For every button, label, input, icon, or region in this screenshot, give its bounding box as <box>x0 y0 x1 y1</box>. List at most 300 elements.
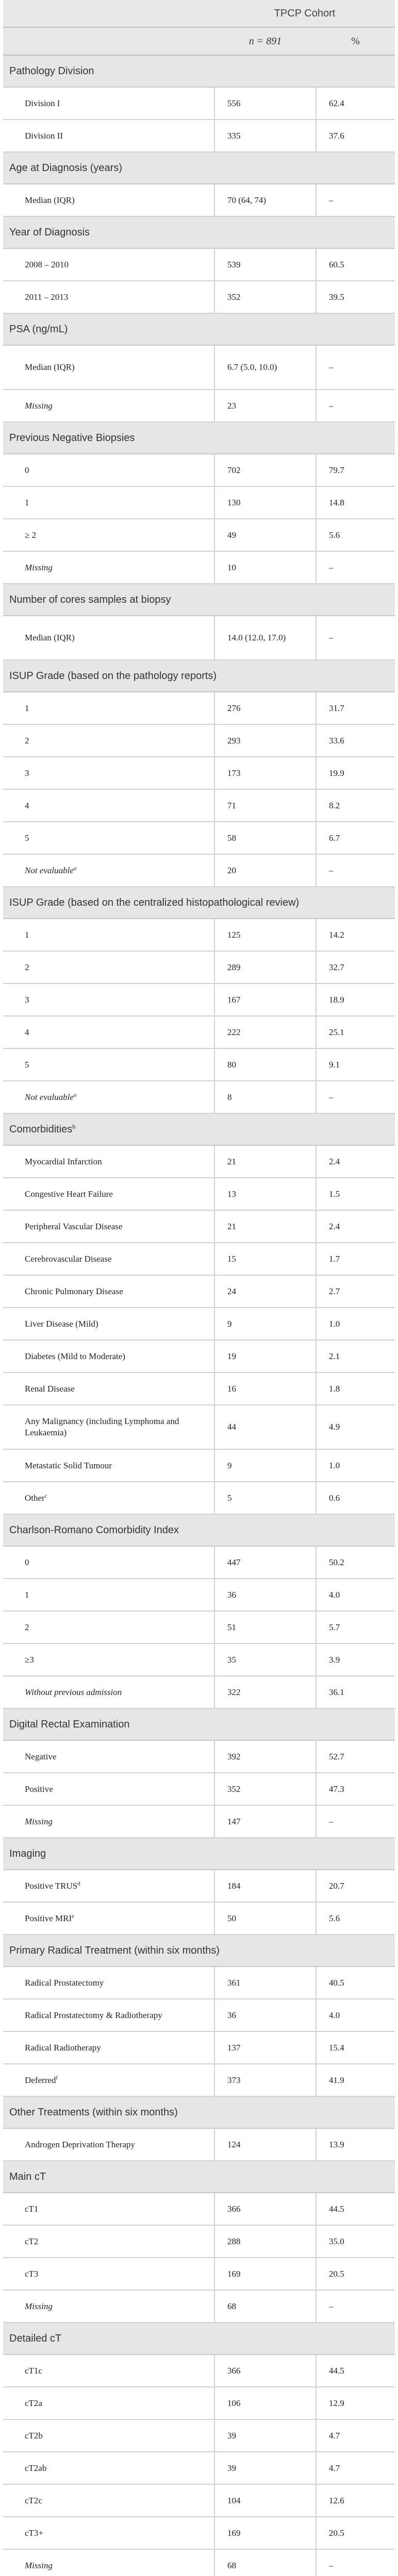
section-title <box>3 313 395 345</box>
table-row <box>3 951 395 984</box>
row-percent: 15.4 <box>316 2031 395 2064</box>
footnote-marker: a <box>73 865 77 871</box>
row-label-cell <box>3 2549 214 2576</box>
row-percent: 12.6 <box>316 2484 395 2517</box>
row-percent: 4.0 <box>316 1579 395 1611</box>
row-count: 106 <box>214 2387 316 2419</box>
characteristics-table <box>3 0 395 2576</box>
row-percent: 5.6 <box>316 1902 395 1935</box>
section-header-row <box>3 1514 395 1546</box>
row-label: 4 <box>25 1027 29 1037</box>
table-row <box>3 87 395 120</box>
row-label: Division I <box>25 98 60 108</box>
row-label-cell <box>3 184 214 216</box>
section-title-text: Digital Rectal Examination <box>9 1719 130 1730</box>
table-row <box>3 2517 395 2549</box>
table-row <box>3 1308 395 1340</box>
row-percent: 62.4 <box>316 87 395 120</box>
section-title-text: Other Treatments (within six months) <box>9 2107 178 2118</box>
table-row <box>3 454 395 486</box>
row-label-cell <box>3 2258 214 2290</box>
row-count: 80 <box>214 1048 316 1081</box>
section-header-row <box>3 887 395 919</box>
row-count: 8 <box>214 1081 316 1113</box>
row-label-cell <box>3 854 214 887</box>
row-label-cell <box>3 1308 214 1340</box>
header-row-cohort <box>3 0 395 27</box>
row-count: 21 <box>214 1210 316 1243</box>
row-label: Other <box>25 1493 45 1503</box>
row-label: Median (IQR) <box>25 362 75 372</box>
row-percent: 3.9 <box>316 1643 395 1676</box>
table-row <box>3 2419 395 2452</box>
table-row <box>3 1676 395 1708</box>
footnote-marker: c <box>44 1492 47 1499</box>
row-label: cT1 <box>25 2204 39 2214</box>
row-count: 24 <box>214 1275 316 1308</box>
section-title <box>3 584 395 616</box>
row-label: Not evaluable <box>25 1092 74 1102</box>
row-label-cell <box>3 984 214 1016</box>
row-count: 9 <box>214 1449 316 1482</box>
row-label: Missing <box>25 2301 53 2311</box>
row-label-cell <box>3 87 214 120</box>
row-percent: 8.2 <box>316 789 395 822</box>
row-label-cell <box>3 724 214 757</box>
row-label: Chronic Pulmonary Disease <box>25 1286 123 1296</box>
section-header-row <box>3 1113 395 1145</box>
row-label: Positive MRI <box>25 1913 72 1923</box>
row-count: 5 <box>214 1482 316 1514</box>
row-label-cell <box>3 389 214 422</box>
row-percent: 6.7 <box>316 822 395 854</box>
row-count: 373 <box>214 2064 316 2096</box>
row-label-cell <box>3 2193 214 2225</box>
table-row <box>3 1611 395 1643</box>
section-header-row <box>3 2323 395 2354</box>
footnote-marker: f <box>56 2074 58 2081</box>
row-count: 39 <box>214 2452 316 2484</box>
row-count: 36 <box>214 1579 316 1611</box>
row-percent: 50.2 <box>316 1546 395 1579</box>
section-title <box>3 1838 395 1870</box>
row-count: 539 <box>214 248 316 281</box>
table-row <box>3 919 395 951</box>
section-title-text: ISUP Grade (based on the centralized histopathological review) <box>9 897 300 908</box>
row-label: Radical Prostatectomy <box>25 1977 104 1988</box>
section-header-row <box>3 55 395 87</box>
row-count: 392 <box>214 1740 316 1773</box>
row-count: 49 <box>214 519 316 551</box>
row-label-cell <box>3 1048 214 1081</box>
row-percent: 0.6 <box>316 1482 395 1514</box>
row-count: 23 <box>214 389 316 422</box>
row-label: Cerebrovascular Disease <box>25 1253 112 1264</box>
row-label: Division II <box>25 130 63 141</box>
row-label-cell <box>3 1081 214 1113</box>
row-count: 20 <box>214 854 316 887</box>
table-row <box>3 822 395 854</box>
row-percent: – <box>316 184 395 216</box>
row-label: Congestive Heart Failure <box>25 1189 113 1199</box>
row-label-cell <box>3 822 214 854</box>
table-row <box>3 2290 395 2323</box>
row-label-cell <box>3 551 214 584</box>
table-row <box>3 1902 395 1935</box>
row-count: 50 <box>214 1902 316 1935</box>
row-label: cT1c <box>25 2365 42 2376</box>
row-percent: 52.7 <box>316 1740 395 1773</box>
row-percent: 33.6 <box>316 724 395 757</box>
row-label: cT3+ <box>25 2528 44 2538</box>
section-title-text: Main cT <box>9 2171 46 2182</box>
row-count: 289 <box>214 951 316 984</box>
row-label: ≥3 <box>25 1654 34 1665</box>
table-row <box>3 1870 395 1902</box>
row-count: 21 <box>214 1145 316 1178</box>
row-label: cT3 <box>25 2268 39 2279</box>
row-label-cell <box>3 1676 214 1708</box>
row-label: Radical Radiotherapy <box>25 2042 101 2053</box>
row-percent: 14.8 <box>316 486 395 519</box>
row-label: 5 <box>25 833 29 843</box>
row-label: 2008 – 2010 <box>25 259 69 269</box>
row-percent: 20.5 <box>316 2517 395 2549</box>
row-label: Renal Disease <box>25 1383 75 1394</box>
row-label: Radical Prostatectomy & Radiotherapy <box>25 2010 162 2020</box>
row-count: 361 <box>214 1967 316 1999</box>
table-row <box>3 2064 395 2096</box>
row-percent: 60.5 <box>316 248 395 281</box>
table-row <box>3 519 395 551</box>
n-column-header: n = 891 <box>214 27 316 55</box>
row-label-cell <box>3 345 214 389</box>
table-row <box>3 1740 395 1773</box>
table-row <box>3 1275 395 1308</box>
row-percent: 44.5 <box>316 2193 395 2225</box>
row-label: Diabetes (Mild to Moderate) <box>25 1351 125 1361</box>
row-label-cell <box>3 1870 214 1902</box>
row-label: 3 <box>25 768 29 778</box>
row-percent: 1.5 <box>316 1178 395 1210</box>
row-label-cell <box>3 2517 214 2549</box>
row-label-cell <box>3 2128 214 2161</box>
row-label-cell <box>3 1579 214 1611</box>
table-row <box>3 551 395 584</box>
section-title <box>3 1708 395 1740</box>
table-row <box>3 1999 395 2031</box>
row-count: 335 <box>214 120 316 152</box>
row-label-cell <box>3 1145 214 1178</box>
row-label-cell <box>3 757 214 789</box>
section-title <box>3 1935 395 1967</box>
row-percent: 25.1 <box>316 1016 395 1048</box>
row-percent: 44.5 <box>316 2354 395 2387</box>
table-row <box>3 1145 395 1178</box>
row-label: Any Malignancy (including Lymphoma and Leukaemia) <box>25 1416 179 1437</box>
row-count: 35 <box>214 1643 316 1676</box>
row-label-cell <box>3 692 214 724</box>
section-title-text: Detailed cT <box>9 2333 62 2344</box>
section-title-text: Year of Diagnosis <box>9 227 90 238</box>
row-percent: 4.0 <box>316 1999 395 2031</box>
row-label: cT2ab <box>25 2463 47 2473</box>
table-row <box>3 2128 395 2161</box>
section-title <box>3 152 395 184</box>
row-label: 2 <box>25 735 29 745</box>
row-label: Median (IQR) <box>25 633 75 642</box>
row-label: Missing <box>25 1816 53 1826</box>
row-label: Median (IQR) <box>25 195 75 205</box>
row-count: 167 <box>214 984 316 1016</box>
table-row <box>3 1243 395 1275</box>
table-row <box>3 1048 395 1081</box>
row-label-cell <box>3 1482 214 1514</box>
row-count: 556 <box>214 87 316 120</box>
table-row <box>3 345 395 389</box>
row-percent: – <box>316 1081 395 1113</box>
row-label: 1 <box>25 703 29 713</box>
row-label-cell <box>3 1999 214 2031</box>
section-title-text: Primary Radical Treatment (within six months) <box>9 1945 220 1956</box>
row-percent: 4.7 <box>316 2452 395 2484</box>
table-row <box>3 1643 395 1676</box>
footnote-marker: d <box>77 1880 80 1887</box>
row-percent: 18.9 <box>316 984 395 1016</box>
section-title <box>3 55 395 87</box>
header-blank-cell <box>3 0 214 27</box>
row-count: 70 (64, 74) <box>214 184 316 216</box>
row-label: cT2a <box>25 2398 42 2408</box>
row-percent: 79.7 <box>316 454 395 486</box>
section-header-row <box>3 422 395 454</box>
row-label: 2011 – 2013 <box>25 292 69 302</box>
table-row <box>3 184 395 216</box>
table-row <box>3 2387 395 2419</box>
row-label-cell <box>3 1611 214 1643</box>
row-percent: 35.0 <box>316 2225 395 2258</box>
row-count: 104 <box>214 2484 316 2517</box>
row-percent: – <box>316 616 395 660</box>
section-title <box>3 422 395 454</box>
row-label-cell <box>3 486 214 519</box>
row-count: 14.0 (12.0, 17.0) <box>214 616 316 660</box>
row-percent: – <box>316 389 395 422</box>
row-label-cell <box>3 1643 214 1676</box>
section-header-row <box>3 2096 395 2128</box>
row-percent: – <box>316 854 395 887</box>
row-label: 5 <box>25 1059 29 1070</box>
footnote-marker: a <box>73 1091 77 1098</box>
row-count: 352 <box>214 281 316 313</box>
row-label-cell <box>3 2290 214 2323</box>
row-label-cell <box>3 2484 214 2517</box>
table-row <box>3 1178 395 1210</box>
row-percent: 36.1 <box>316 1676 395 1708</box>
section-header-row <box>3 584 395 616</box>
table-row <box>3 1405 395 1449</box>
pct-column-header: % <box>316 27 395 55</box>
row-count: 58 <box>214 822 316 854</box>
row-label-cell <box>3 1773 214 1805</box>
row-percent: 1.0 <box>316 1308 395 1340</box>
section-title <box>3 2096 395 2128</box>
section-title-text: ISUP Grade (based on the pathology reports) <box>9 670 217 682</box>
row-label: 3 <box>25 994 29 1005</box>
row-label: ≥ 2 <box>25 530 37 540</box>
row-label-cell <box>3 120 214 152</box>
row-count: 124 <box>214 2128 316 2161</box>
row-label-cell <box>3 1178 214 1210</box>
row-label: cT2b <box>25 2430 43 2441</box>
table-row <box>3 854 395 887</box>
row-label-cell <box>3 248 214 281</box>
footnote-marker: b <box>72 1124 76 1130</box>
row-percent: 2.4 <box>316 1145 395 1178</box>
row-count: 9 <box>214 1308 316 1340</box>
row-label: 0 <box>25 1557 29 1567</box>
row-count: 71 <box>214 789 316 822</box>
row-label-cell <box>3 1546 214 1579</box>
row-count: 147 <box>214 1805 316 1838</box>
table-row <box>3 789 395 822</box>
cohort-header: TPCP Cohort <box>214 0 395 27</box>
row-label-cell <box>3 2452 214 2484</box>
row-percent: 39.5 <box>316 281 395 313</box>
row-count: 702 <box>214 454 316 486</box>
table-row <box>3 2258 395 2290</box>
row-label: Deferred <box>25 2075 56 2085</box>
row-label-cell <box>3 919 214 951</box>
section-header-row <box>3 1935 395 1967</box>
row-count: 19 <box>214 1340 316 1372</box>
section-title <box>3 216 395 248</box>
row-label: 4 <box>25 800 29 810</box>
table-row <box>3 692 395 724</box>
section-title <box>3 2323 395 2354</box>
row-label: Positive <box>25 1784 53 1794</box>
row-percent: 32.7 <box>316 951 395 984</box>
row-count: 173 <box>214 757 316 789</box>
section-title-text: Charlson-Romano Comorbidity Index <box>9 1524 179 1536</box>
row-count: 293 <box>214 724 316 757</box>
row-percent: – <box>316 2290 395 2323</box>
row-percent: 5.7 <box>316 1611 395 1643</box>
row-label: Androgen Deprivation Therapy <box>25 2139 136 2149</box>
section-header-row <box>3 216 395 248</box>
row-label-cell <box>3 519 214 551</box>
header-blank-cell <box>3 27 214 55</box>
row-label-cell <box>3 1340 214 1372</box>
table-row <box>3 1081 395 1113</box>
row-label: Metastatic Solid Tumour <box>25 1460 112 1470</box>
row-percent: 5.6 <box>316 519 395 551</box>
row-count: 130 <box>214 486 316 519</box>
row-label-cell <box>3 2064 214 2096</box>
section-title <box>3 887 395 919</box>
table-row <box>3 984 395 1016</box>
row-percent: 14.2 <box>316 919 395 951</box>
row-percent: – <box>316 551 395 584</box>
table-row <box>3 724 395 757</box>
section-header-row <box>3 1838 395 1870</box>
row-label-cell <box>3 454 214 486</box>
section-header-row <box>3 1708 395 1740</box>
row-count: 169 <box>214 2517 316 2549</box>
row-label: Not evaluable <box>25 865 74 875</box>
row-label-cell <box>3 2031 214 2064</box>
table-row <box>3 1016 395 1048</box>
table-row <box>3 2354 395 2387</box>
row-label: Missing <box>25 562 53 572</box>
section-title-text: Comorbidities <box>9 1124 73 1135</box>
table-row <box>3 2225 395 2258</box>
row-label-cell <box>3 951 214 984</box>
row-count: 68 <box>214 2549 316 2576</box>
row-percent: – <box>316 345 395 389</box>
row-percent: 40.5 <box>316 1967 395 1999</box>
row-label-cell <box>3 1902 214 1935</box>
row-label: Positive TRUS <box>25 1880 78 1891</box>
header-row-columns <box>3 27 395 55</box>
row-count: 68 <box>214 2290 316 2323</box>
row-label: Myocardial Infarction <box>25 1156 102 1166</box>
row-count: 125 <box>214 919 316 951</box>
table-body <box>3 55 395 2576</box>
row-label: Missing <box>25 2560 53 2570</box>
row-label-cell <box>3 616 214 660</box>
table-row <box>3 1482 395 1514</box>
row-label-cell <box>3 1805 214 1838</box>
row-count: 447 <box>214 1546 316 1579</box>
row-count: 10 <box>214 551 316 584</box>
table-row <box>3 1340 395 1372</box>
row-percent: 20.7 <box>316 1870 395 1902</box>
row-label: 0 <box>25 465 29 475</box>
row-count: 366 <box>214 2193 316 2225</box>
table-row <box>3 486 395 519</box>
row-percent: 2.7 <box>316 1275 395 1308</box>
table-row <box>3 2549 395 2576</box>
row-percent: 9.1 <box>316 1048 395 1081</box>
row-label: cT2 <box>25 2236 39 2246</box>
row-count: 222 <box>214 1016 316 1048</box>
section-title <box>3 660 395 692</box>
row-percent: 2.4 <box>316 1210 395 1243</box>
row-label: cT2c <box>25 2495 42 2505</box>
row-percent: 1.7 <box>316 1243 395 1275</box>
table-row <box>3 2452 395 2484</box>
row-label-cell <box>3 2225 214 2258</box>
row-label-cell <box>3 1449 214 1482</box>
table-row <box>3 2193 395 2225</box>
row-percent: 12.9 <box>316 2387 395 2419</box>
row-count: 352 <box>214 1773 316 1805</box>
table-row <box>3 389 395 422</box>
row-label: Negative <box>25 1751 57 1761</box>
row-percent: – <box>316 1805 395 1838</box>
row-label: 2 <box>25 962 29 972</box>
row-percent: 20.5 <box>316 2258 395 2290</box>
section-title <box>3 1514 395 1546</box>
row-percent: 37.6 <box>316 120 395 152</box>
row-label: Peripheral Vascular Disease <box>25 1221 123 1231</box>
row-count: 288 <box>214 2225 316 2258</box>
section-title-text: PSA (ng/mL) <box>9 324 68 335</box>
row-percent: 1.8 <box>316 1372 395 1405</box>
row-label-cell <box>3 1405 214 1449</box>
row-label-cell <box>3 2419 214 2452</box>
